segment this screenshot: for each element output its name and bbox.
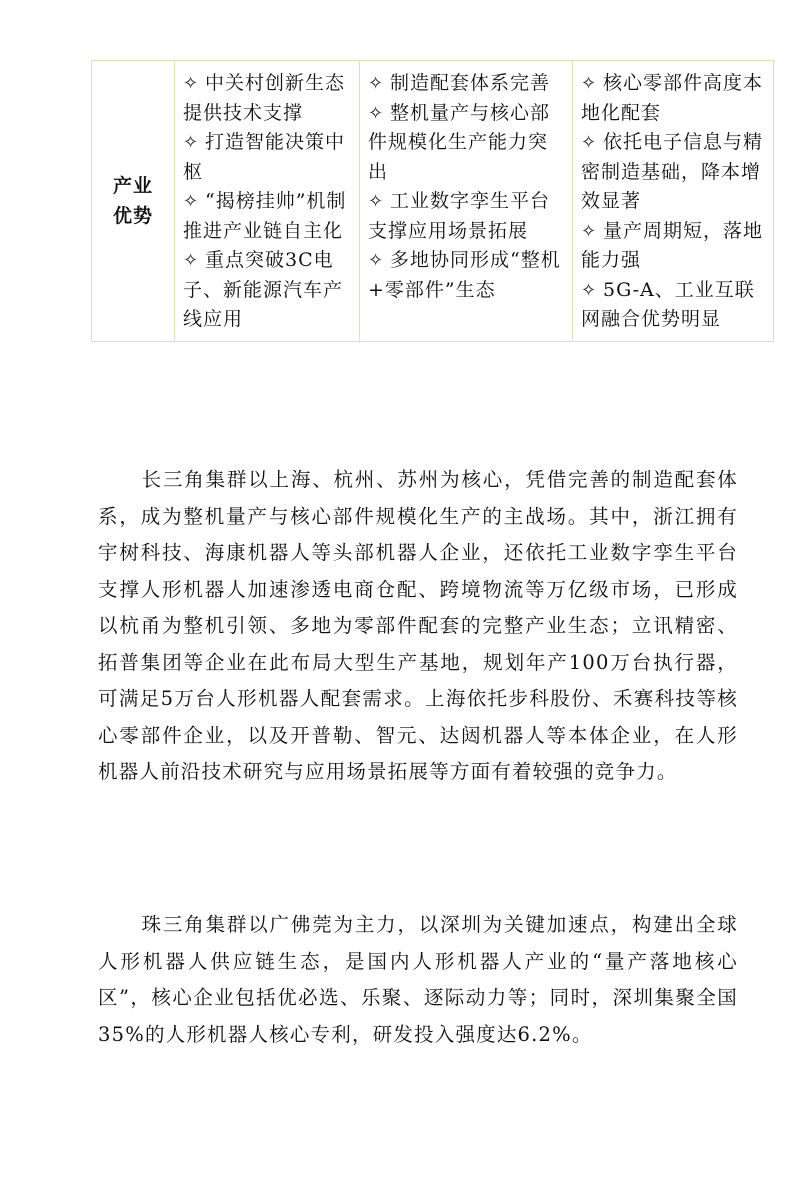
column-cell-2: [360, 61, 573, 342]
diamond-bullet-icon: ✧: [183, 191, 200, 212]
paragraph-pearl-river-delta: [98, 907, 738, 1053]
list-item: [183, 128, 353, 187]
diamond-bullet-icon: ✧: [581, 132, 598, 153]
diamond-bullet-icon: ✧: [183, 132, 200, 153]
diamond-bullet-icon: ✧: [368, 191, 385, 212]
diamond-bullet-icon: ✧: [581, 73, 598, 94]
list-item: [183, 187, 353, 246]
list-item-text: 5G-A、工业互联网融合优势明显: [581, 278, 755, 330]
list-item: [581, 128, 767, 217]
diamond-bullet-icon: ✧: [368, 73, 385, 94]
paragraph-text: 珠三角集群以广佛莞为主力，以深圳为关键加速点，构建出全球人形机器人供应链生态，是国内人形机器人产业的“量产落地核心区”，核心企业包括优必选、乐聚、逐际动力等；同时，深圳集聚全国35%的人形机器人核心专利，研发投入强度达6.2%。: [98, 913, 738, 1046]
list-item-text: 中关村创新生态提供技术支撑: [183, 72, 346, 124]
diamond-bullet-icon: ✧: [183, 73, 200, 94]
diamond-bullet-icon: ✧: [183, 250, 200, 271]
list-item: [368, 99, 566, 188]
diamond-bullet-icon: ✧: [368, 102, 385, 124]
list-item: [368, 69, 566, 99]
row-label-line2: 优势: [112, 204, 153, 227]
list-item: [368, 246, 566, 305]
list-item: [183, 69, 353, 128]
list-item: [183, 246, 353, 335]
list-item-text: 量产周期短，落地能力强: [581, 219, 764, 271]
paragraph-yangtze-delta: [98, 462, 738, 791]
list-item-text: “揭榜挂帅”机制推进产业链自主化: [183, 190, 347, 242]
diamond-bullet-icon: ✧: [581, 279, 598, 301]
list-item-text: 核心零部件高度本地化配套: [581, 72, 764, 124]
list-item: [581, 69, 767, 128]
list-item: [368, 187, 566, 246]
list-item: [581, 217, 767, 276]
row-label-line1: 产业: [112, 174, 153, 197]
table-row: [92, 61, 774, 342]
list-item-text: 重点突破3C电子、新能源汽车产线应用: [183, 249, 344, 330]
list-item-text: 制造配套体系完善: [390, 72, 551, 94]
column-cell-1: [175, 61, 360, 342]
diamond-bullet-icon: ✧: [368, 250, 385, 271]
row-label-cell: [92, 61, 175, 342]
list-item-text: 整机量产与核心部件规模化生产能力突出: [368, 101, 551, 183]
list-item-text: 打造智能决策中枢: [183, 131, 346, 183]
paragraph-text: 长三角集群以上海、杭州、苏州为核心，凭借完善的制造配套体系，成为整机量产与核心部件规模化生产的主战场。其中，浙江拥有宇树科技、海康机器人等头部机器人企业，还依托工业数字孪生平台支撑人形机器人加速渗透电商仓配、跨境物流等万亿级市场，已形成以杭甬为整机引领、多地为零部件配套的完整产业生态；立讯精密、拓普集团等企业在此布局大型生产基地，规划年产100万台执行器，可满足5万台人形机器人配套需求。上海依托步科股份、禾赛科技等核心零部件企业，以及开普勒、智元、达闼机器人等本体企业，在人形机器人前沿技术研究与应用场景拓展等方面有着较强的竞争力。: [98, 468, 738, 783]
list-item-text: 工业数字孪生平台支撑应用场景拓展: [368, 190, 551, 242]
list-item-text: 多地协同形成“整机+零部件”生态: [368, 249, 561, 301]
list-item: [581, 276, 767, 335]
industry-advantage-table: [91, 60, 774, 342]
column-cell-3: [573, 61, 774, 342]
list-item-text: 依托电子信息与精密制造基础，降本增效显著: [581, 131, 764, 212]
diamond-bullet-icon: ✧: [581, 220, 598, 242]
